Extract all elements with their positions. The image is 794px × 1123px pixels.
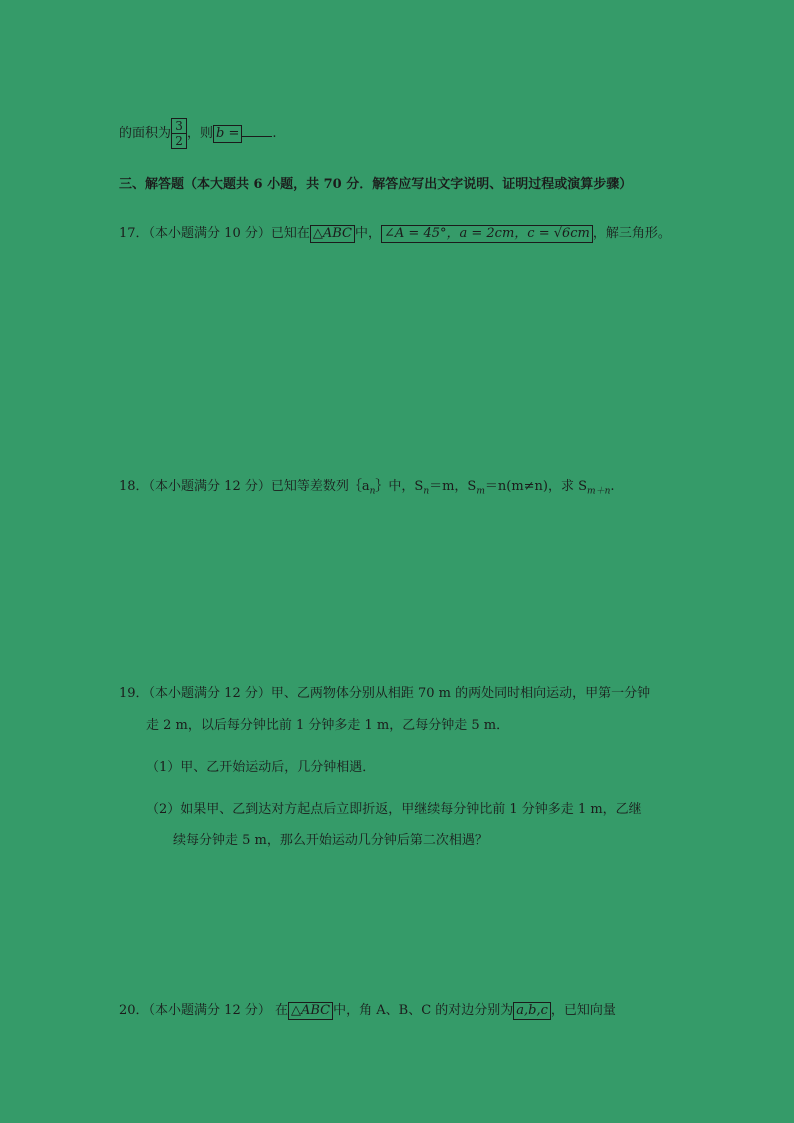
q18-mid2: ＝m，S bbox=[429, 479, 477, 494]
q16-end: . bbox=[272, 126, 277, 141]
question-18 bbox=[119, 477, 615, 502]
q19-line1: 19．（本小题满分 12 分）甲、乙两物体分别从相距 70 m 的两处同时相向运动，甲第一分钟 bbox=[119, 686, 651, 701]
q18-sub-m: m bbox=[476, 486, 485, 497]
q16-tail-line bbox=[119, 118, 277, 149]
q18-prefix: 18．（本小题满分 12 分）已知等差数列｛a bbox=[119, 479, 370, 494]
q17-conditions-box: ∠A = 45°，a = 2cm，c = √6cm bbox=[381, 225, 593, 243]
answer-blank bbox=[242, 124, 272, 137]
sides-abc-box: a,b,c bbox=[513, 1002, 551, 1020]
q19-line2: 走 2 m，以后每分钟比前 1 分钟多走 1 m，乙每分钟走 5 m． bbox=[146, 718, 510, 733]
q19-part2-line1: （2）如果甲、乙到达对方起点后立即折返，甲继续每分钟比前 1 分钟多走 1 m，乙继 bbox=[146, 802, 642, 817]
section-heading: 三、解答题（本大题共 6 小题，共 70 分．解答应写出文字说明、证明过程或演算步骤） bbox=[119, 177, 633, 192]
q19-part2-line2: 续每分钟走 5 m，那么开始运动几分钟后第二次相遇？ bbox=[173, 833, 488, 848]
q18-sub-n2: n bbox=[423, 486, 430, 497]
fraction-denominator: 2 bbox=[175, 134, 183, 148]
q17-suffix: ，解三角形。 bbox=[592, 226, 671, 241]
q16-prefix: 的面积为 bbox=[119, 126, 172, 141]
triangle-abc-box: △ABC bbox=[310, 225, 355, 243]
fraction-three-halves bbox=[171, 118, 187, 149]
question-17 bbox=[119, 224, 671, 244]
q16-mid: ，则 bbox=[187, 126, 214, 141]
triangle-abc-box: △ABC bbox=[288, 1002, 333, 1020]
q18-mid1: ｝中，S bbox=[375, 479, 424, 494]
q17-mid: 中， bbox=[355, 226, 382, 241]
q17-prefix: 17．（本小题满分 10 分）已知在 bbox=[119, 226, 310, 241]
b-equals-box: b = bbox=[213, 125, 242, 143]
fraction-numerator: 3 bbox=[172, 119, 186, 134]
q18-mid3: ＝n(m≠n)，求 S bbox=[484, 479, 588, 494]
q20-suffix: ，已知向量 bbox=[550, 1003, 616, 1018]
q18-sub-mn: m＋n bbox=[587, 486, 611, 497]
question-20 bbox=[119, 1001, 616, 1021]
q18-end: . bbox=[610, 479, 615, 494]
q19-part1: （1）甲、乙开始运动后，几分钟相遇． bbox=[146, 760, 376, 775]
q18-sub-n: n bbox=[369, 486, 376, 497]
q20-prefix: 20．（本小题满分 12 分） 在 bbox=[119, 1003, 288, 1018]
q20-mid: 中，角 A、B、C 的对边分别为 bbox=[333, 1003, 514, 1018]
